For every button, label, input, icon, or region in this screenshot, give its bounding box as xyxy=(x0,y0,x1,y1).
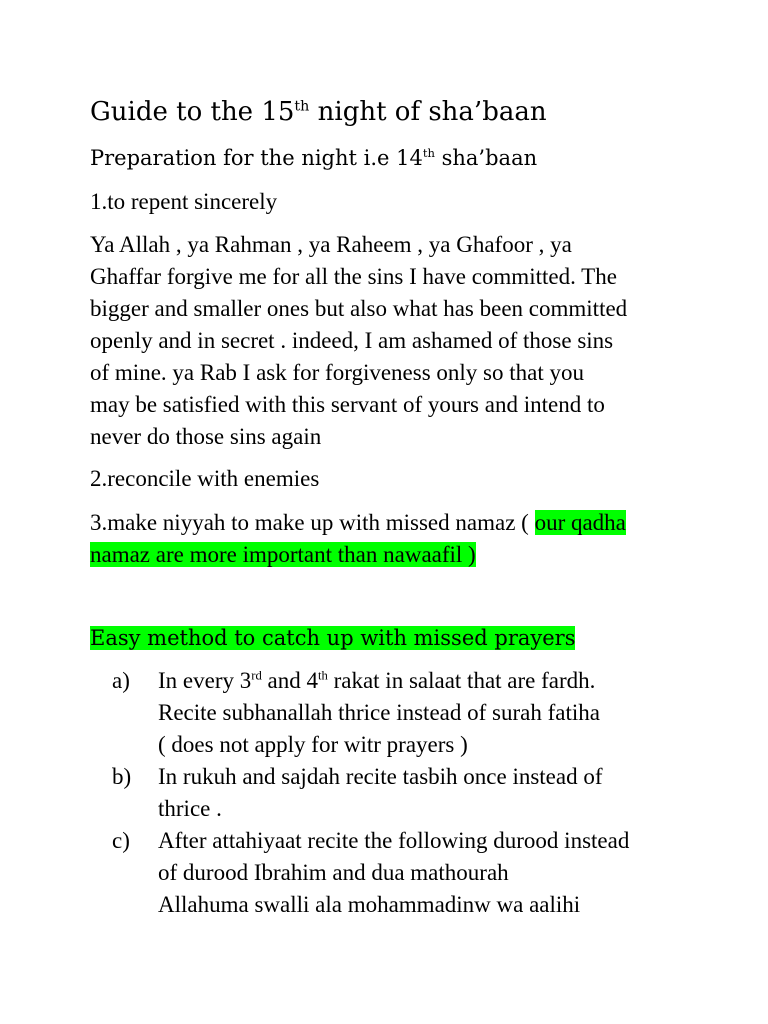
highlighted-heading: Easy method to catch up with missed prayers xyxy=(90,626,576,650)
step-qadha-continued xyxy=(90,539,476,571)
list-item-text: and 4 xyxy=(261,668,318,693)
step-reconcile: 2.reconcile with enemies xyxy=(90,466,320,491)
list-item xyxy=(90,825,710,921)
title-superscript: th xyxy=(294,98,310,115)
list-item xyxy=(90,761,710,825)
dua-line: openly and in secret . indeed, I am ashamed of those sins xyxy=(90,328,614,353)
subtitle-text: Preparation for the night i.e 14 xyxy=(90,146,423,170)
highlighted-text: our qadha xyxy=(534,510,626,535)
superscript: rd xyxy=(251,668,262,683)
list-item-line: ( does not apply for witr prayers ) xyxy=(158,732,468,757)
list-item-line xyxy=(158,665,710,697)
method-heading xyxy=(90,620,575,656)
list-item xyxy=(90,665,710,761)
step-qadha-text: 3.make niyyah to make up with missed namaz ( xyxy=(90,510,535,535)
title-text: Guide to the 15 xyxy=(90,97,295,127)
list-item-line: After attahiyaat recite the following durood instead xyxy=(158,828,630,853)
step-repent: 1.to repent sincerely xyxy=(90,189,278,214)
dua-paragraph xyxy=(90,229,690,453)
list-item-line: thrice . xyxy=(158,796,222,821)
list-item-line: of durood Ibrahim and dua mathourah xyxy=(158,860,509,885)
step-qadha xyxy=(90,507,626,539)
list-item-text: rakat in salaat that are fardh. xyxy=(327,668,596,693)
list-item-line: In rukuh and sajdah recite tasbih once instead of xyxy=(158,764,603,789)
subtitle-superscript: th xyxy=(422,146,435,160)
list-item-line: Recite subhanallah thrice instead of surah fatiha xyxy=(158,700,600,725)
title-text-end: night of sha’baan xyxy=(309,97,547,127)
subtitle-text-end: sha’baan xyxy=(434,146,538,170)
list-marker: c) xyxy=(112,828,130,853)
page-title xyxy=(90,90,547,134)
page-subtitle xyxy=(90,140,537,176)
list-marker: b) xyxy=(112,764,132,789)
list-marker: a) xyxy=(112,668,130,693)
dua-line: bigger and smaller ones but also what has been committed xyxy=(90,296,628,321)
dua-line: Ya Allah , ya Rahman , ya Raheem , ya Ghafoor , ya xyxy=(90,232,572,257)
dua-line: Ghaffar forgive me for all the sins I have committed. The xyxy=(90,264,617,289)
dua-line: never do those sins again xyxy=(90,424,322,449)
dua-line: of mine. ya Rab I ask for forgiveness only so that you xyxy=(90,360,584,385)
dua-line: may be satisfied with this servant of yours and intend to xyxy=(90,392,605,417)
method-list xyxy=(90,665,710,921)
superscript: th xyxy=(318,668,328,683)
list-item-text: In every 3 xyxy=(158,668,252,693)
list-item-line: Allahuma swalli ala mohammadinw wa aalihi xyxy=(158,892,581,917)
highlighted-text: namaz are more important than nawaafil ) xyxy=(90,542,476,567)
